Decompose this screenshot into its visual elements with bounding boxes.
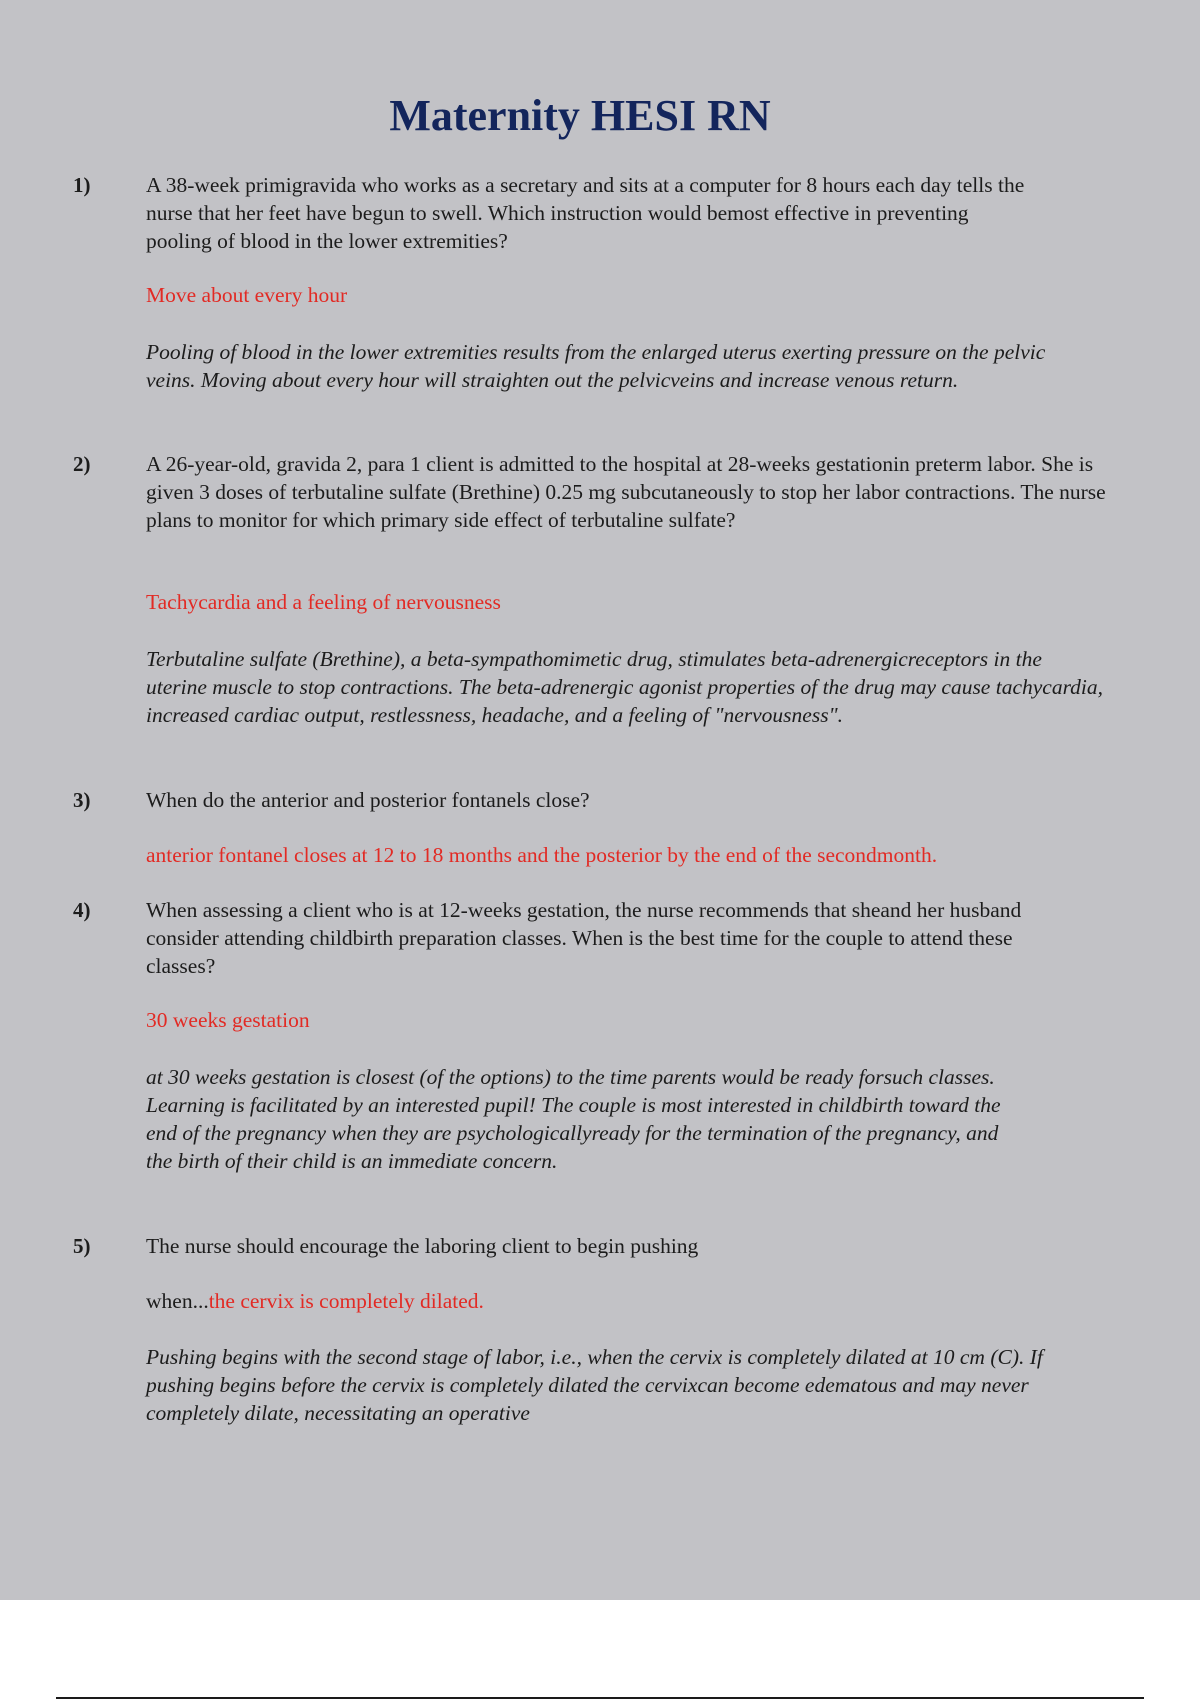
question-text: When do the anterior and posterior fontanels close?	[146, 788, 590, 812]
answer-text: 30 weeks gestation	[146, 1008, 310, 1032]
answer-line	[146, 1287, 1106, 1315]
question-number: 4)	[73, 898, 91, 922]
footer-divider	[56, 1697, 1144, 1699]
question-text: The nurse should encourage the laboring client to begin pushing	[146, 1234, 699, 1258]
answer-text: anterior fontanel closes at 12 to 18 months and the posterior by the end of the secondmonth.	[146, 843, 938, 867]
question-number: 2)	[73, 452, 91, 476]
explanation-text: Pushing begins with the second stage of labor, i.e., when the cervix is completely dilated at 10 cm (C). If pushing begins before the cervix is completely dilated the cervixcan become edematous and may never completely dilate, necessitating an operative	[146, 1345, 1043, 1425]
question-number: 3)	[73, 788, 91, 812]
explanation-text: Terbutaline sulfate (Brethine), a beta-sympathomimetic drug, stimulates beta-adrenergicreceptors in the uterine muscle to stop contractions. The beta-adrenergic agonist properties of the drug may cause tachycardia, increased cardiac output, restlessness, headache, and a feeling of "nervousness".	[146, 647, 1103, 727]
question-number: 5)	[73, 1234, 91, 1258]
question-text: A 26-year-old, gravida 2, para 1 client is admitted to the hospital at 28-weeks gestationin preterm labor. She is given 3 doses of terbutaline sulfate (Brethine) 0.25 mg subcutaneously to stop her labor contractions. The nurse plans to monitor for which primary side effect of terbutaline sulfate?	[146, 452, 1106, 532]
answer-prefix: when...	[146, 1289, 209, 1313]
question-text: When assessing a client who is at 12-weeks gestation, the nurse recommends that sheand her husband consider attending childbirth preparation classes. When is the best time for the couple to attend these classes?	[146, 898, 1022, 978]
question-number: 1)	[73, 173, 91, 197]
explanation-text: at 30 weeks gestation is closest (of the options) to the time parents would be ready forsuch classes. Learning is facilitated by an interested pupil! The couple is most interested in childbirth toward the end of the pregnancy when they are psychologicallyready for the termination of the pregnancy, and the birth of their child is an immediate concern.	[146, 1065, 1001, 1173]
answer-text: Tachycardia and a feeling of nervousness	[146, 590, 501, 614]
question-text: A 38-week primigravida who works as a secretary and sits at a computer for 8 hours each day tells the nurse that her feet have begun to swell. Which instruction would bemost effective in preventing pooling of blood in the lower extremities?	[146, 173, 1025, 253]
explanation-text: Pooling of blood in the lower extremities results from the enlarged uterus exerting pressure on the pelvic veins. Moving about every hour will straighten out the pelvicveins and increase venous return.	[146, 340, 1046, 392]
document-title: Maternity HESI RN	[389, 91, 771, 140]
answer-text: the cervix is completely dilated.	[208, 1289, 484, 1313]
answer-text: Move about every hour	[146, 283, 348, 307]
